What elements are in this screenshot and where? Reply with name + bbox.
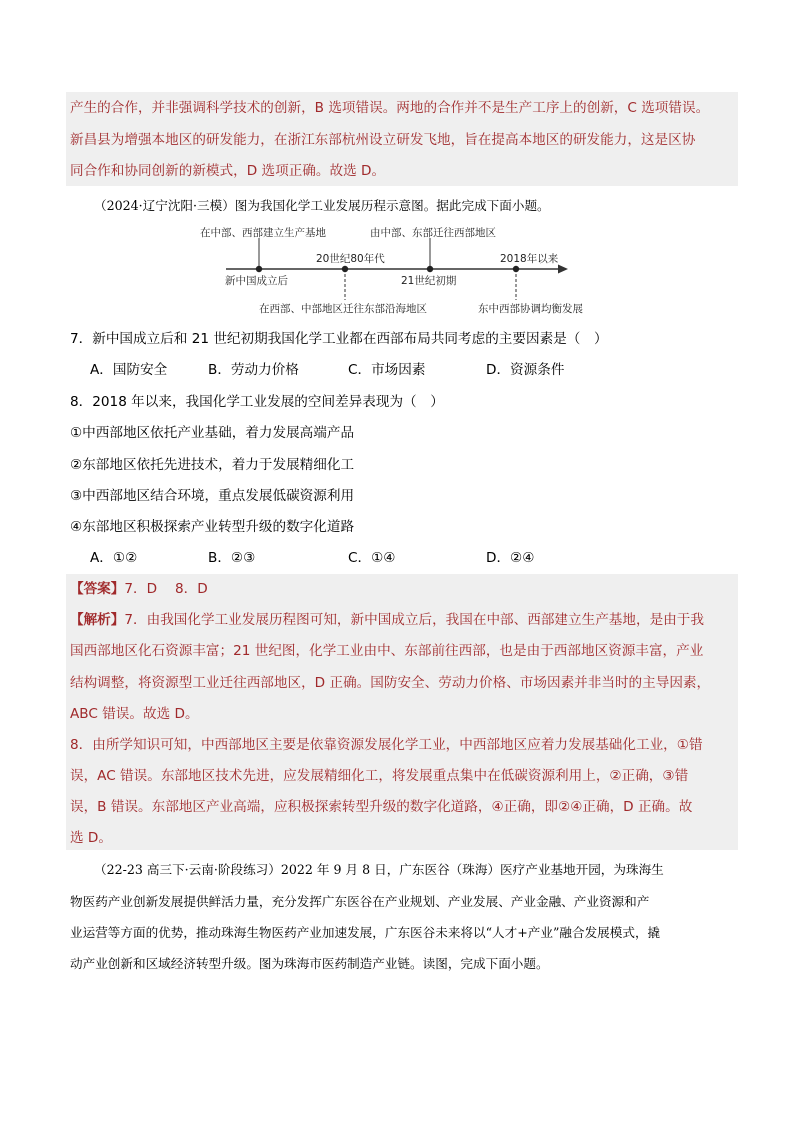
timeline-label-mid-1: 20世纪80年代 <box>316 253 385 265</box>
question-8-stem: 8．2018 年以来，我国化学工业发展的空间差异表现为（ ） <box>70 394 444 410</box>
timeline-point-3 <box>427 266 433 272</box>
next-intro-line-3: 业运营等方面的优势，推动珠海生物医药产业加速发展，广东医谷未来将以“人才+产业”融合发展模式，撬 <box>70 925 661 940</box>
question-8-option-c: C．①④ <box>348 550 396 566</box>
timeline-point-4 <box>513 266 519 272</box>
analysis-line-7: 误，B 错误。东部地区产业高端，应积极探索转型升级的数字化道路，④正确，即②④正确，D 正确。故 <box>70 799 693 815</box>
answer-line <box>70 579 738 599</box>
timeline-label-under-1: 在西部、中部地区迁往东部沿海地区 <box>259 303 427 315</box>
next-intro-line-4: 动产业创新和区域经济转型升级。图为珠海市医药制造产业链。读图，完成下面小题。 <box>70 956 549 971</box>
question-7-option-b: B．劳动力价格 <box>208 362 299 378</box>
analysis-line-8: 选 D。 <box>70 830 112 846</box>
question-8-option-a: A．①② <box>90 550 138 566</box>
timeline-point-1 <box>256 266 262 272</box>
question-8-item-1: ①中西部地区依托产业基础，着力发展高端产品 <box>70 425 355 441</box>
analysis-line-3: 结构调整，将资源型工业迁往西部地区，D 正确。国防安全、劳动力价格、市场因素并非当时的主导因素， <box>70 675 711 691</box>
answer-tag: 【答案】 <box>70 581 125 597</box>
timeline-label-top-2: 由中部、东部迁往西部地区 <box>370 227 496 239</box>
timeline-label-mid-2: 2018年以来 <box>500 253 559 265</box>
question-7-option-c: C．市场因素 <box>348 362 426 378</box>
question-8-item-2: ②东部地区依托先进技术，着力于发展精细化工 <box>70 457 355 473</box>
question-8-option-d: D．②④ <box>486 550 535 566</box>
question-8-item-3: ③中西部地区结合环境，重点发展低碳资源利用 <box>70 488 355 504</box>
timeline-point-2 <box>342 266 348 272</box>
analysis-line-2: 国西部地区化石资源丰富；21 世纪图，化学工业由中、东部前往西部，也是由于西部地区资源丰富，产业 <box>70 643 704 659</box>
timeline-label-top-1: 在中部、西部建立生产基地 <box>200 227 326 239</box>
timeline-label-under-2: 东中西部协调均衡发展 <box>478 303 583 315</box>
question-7-stem: 7．新中国成立后和 21 世纪初期我国化学工业都在西部布局共同考虑的主要因素是（ ） <box>70 331 608 347</box>
analysis-text-1: 7．由我国化学工业发展历程图可知，新中国成立后，我国在中部、西部建立生产基地，是由于我 <box>124 612 704 628</box>
question-7-option-d: D．资源条件 <box>486 362 565 378</box>
question-8-option-b: B．②③ <box>208 550 256 566</box>
next-intro-line-2: 物医药产业创新发展提供鲜活力量，充分发挥广东医谷在产业规划、产业发展、产业金融、产业资源和产 <box>70 894 650 909</box>
analysis-line-4: ABC 错误。故选 D。 <box>70 706 199 722</box>
analysis-line-5: 8．由所学知识可知，中西部地区主要是依靠资源发展化学工业，中西部地区应着力发展基础化工业，①错 <box>70 737 703 753</box>
timeline-label-bottom-1: 新中国成立后 <box>225 275 288 287</box>
timeline-arrow-head <box>558 265 568 274</box>
question-7-option-a: A．国防安全 <box>90 362 168 378</box>
analysis-line-6: 误，AC 错误。东部地区技术先进，应发展精细化工，将发展重点集中在低碳资源利用上，②正确，③错 <box>70 768 689 784</box>
previous-analysis-line-1: 产生的合作，并非强调科学技术的创新，B 选项错误。两地的合作并不是生产工序上的创新，C 选项错误。 <box>70 100 710 116</box>
analysis-tag: 【解析】 <box>70 612 125 628</box>
next-intro-line-1: （22-23 高三下·云南·阶段练习）2022 年 9 月 8 日，广东医谷（珠海）医疗产业基地开园，为珠海生 <box>94 862 664 877</box>
analysis-line-1 <box>70 610 738 630</box>
answer-text: 7．D 8．D <box>124 581 208 597</box>
question-8-item-4: ④东部地区积极探索产业转型升级的数字化道路 <box>70 519 355 535</box>
previous-analysis-line-3: 同合作和协同创新的新模式，D 选项正确。故选 D。 <box>70 163 386 179</box>
previous-analysis-line-2: 新昌县为增强本地区的研发能力，在浙江东部杭州设立研发飞地，旨在提高本地区的研发能力，这是区协 <box>70 132 696 148</box>
timeline-label-bottom-2: 21世纪初期 <box>401 275 457 287</box>
question-intro: （2024·辽宁沈阳·三模）图为我国化学工业发展历程示意图。据此完成下面小题。 <box>94 198 550 213</box>
